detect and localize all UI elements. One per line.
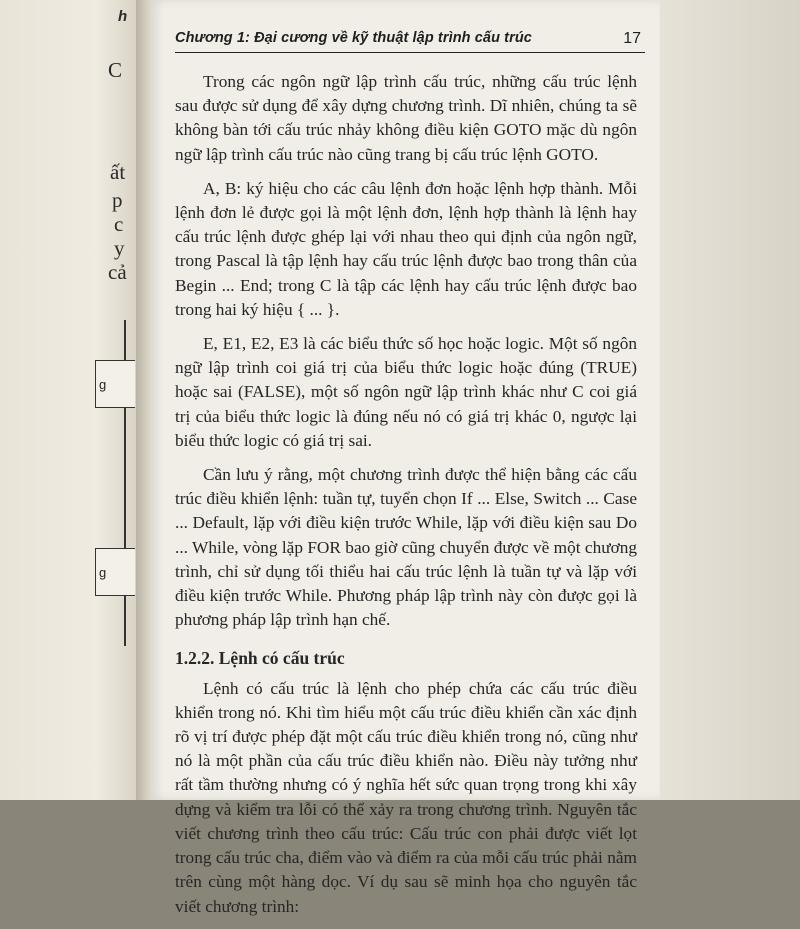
diagram-line xyxy=(124,320,126,360)
left-page-fragment: c xyxy=(114,212,124,236)
diagram-line xyxy=(124,408,126,548)
section-heading: 1.2.2. Lệnh có cấu trúc xyxy=(175,648,345,669)
left-page-fragment: ất xyxy=(110,160,126,184)
paragraph: A, B: ký hiệu cho các câu lệnh đơn hoặc lệnh hợp thành. Mỗi lệnh đơn lẻ được gọi là một lệnh đơn, lệnh hợp thành là lệnh hay cấu trúc lệnh được ghép lại với nhau theo qui định của ngôn ngữ, trong Pascal là tập lệnh hay cấu trúc lệnh được bao trong thân của Begin ... End; trong C là tập các lệnh hay cấu trúc lệnh được bao trong hai ký hiệu { ... }. xyxy=(175,178,637,319)
paragraph: Cần lưu ý rằng, một chương trình được thể hiện bằng các cấu trúc điều khiển lệnh: tuần tự, tuyển chọn If ... Else, Switch ... Case ... Default, lặp với điều kiện trước While, lặp với điều kiện sau Do ... While, vòng lặp FOR bao giờ cũng chuyển được về một chương trình, chỉ sử dụng tối thiểu hai cấu trúc lệnh là tuần tự và lặp với điều kiện trước While. Phương pháp lập trình này còn được gọi là phương pháp lập trình hạn chế. xyxy=(175,465,637,630)
diagram-line xyxy=(124,596,126,646)
diagram-box: g xyxy=(95,360,135,408)
page-number: 17 xyxy=(623,30,641,47)
left-page-fragment: p xyxy=(112,188,123,212)
left-page-fragment: cả xyxy=(108,260,127,284)
left-page-fragment: y xyxy=(114,236,125,260)
chapter-title: Chương 1: Đại cương về kỹ thuật lập trình cấu trúc xyxy=(175,30,532,46)
left-page-fragment: h xyxy=(118,8,128,25)
left-page-fragment: C xyxy=(108,58,123,82)
paragraph: E, E1, E2, E3 là các biểu thức số học hoặc logic. Một số ngôn ngữ lập trình coi giá trị của biểu thức logic hoặc đúng (TRUE) hoặc sai (FALSE), một số ngôn ngữ lập trình khác như C coi giá trị của biểu thức logic là đúng nếu nó có giá trị khác 0, ngược lại biểu thức logic có giá trị sai. xyxy=(175,334,637,450)
left-page-edge xyxy=(0,0,138,800)
paragraph: Trong các ngôn ngữ lập trình cấu trúc, những cấu trúc lệnh sau được sử dụng để xây dựng chương trình. Dĩ nhiên, chúng ta sẽ không bàn tới cấu trúc nhảy không điều kiện GOTO mặc dù ngôn ngữ lập trình cấu trúc nào cũng trang bị cấu trúc lệnh GOTO. xyxy=(175,72,637,164)
diagram-box: g xyxy=(95,548,135,596)
right-page-edge xyxy=(660,0,800,800)
running-header xyxy=(175,26,645,53)
paragraph: Lệnh có cấu trúc là lệnh cho phép chứa các cấu trúc điều khiển trong nó. Khi tìm hiểu một cấu trúc điều khiển cần xác định rõ vị trí được phép đặt một cấu trúc điều khiển trong nó, cũng như nó là một phần của cấu trúc điều khiển nào. Điều này tưởng như rất tầm thường nhưng có ý nghĩa hết sức quan trọng trong khi xây dựng và kiểm tra lỗi có thể xảy ra trong chương trình. Nguyên tắc viết chương trình theo cấu trúc: Cấu trúc con phải được viết lọt trong cấu trúc cha, điểm vào và điểm ra của mỗi cấu trúc phải nằm trên cùng một hàng dọc. Ví dụ sau sẽ minh họa cho nguyên tắc viết chương trình: xyxy=(175,678,637,916)
